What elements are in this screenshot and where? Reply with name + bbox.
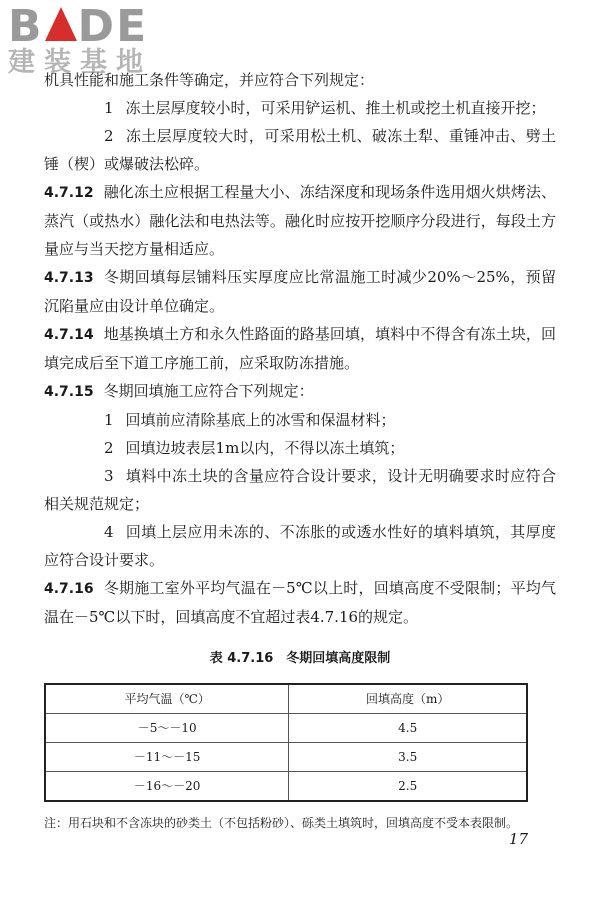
list-item: 3 填料中冻土块的含量应符合设计要求，设计无明确要求时应符合相关规范规定； bbox=[44, 467, 556, 513]
table-header-cell: 平均气温（℃） bbox=[45, 684, 289, 714]
list-item: 1 冻土层厚度较小时，可采用铲运机、推土机或挖土机直接开挖； bbox=[104, 99, 546, 117]
paragraph-continuation: 机具性能和施工条件等确定，并应符合下列规定： bbox=[44, 71, 375, 89]
table-cell: 2.5 bbox=[289, 772, 527, 802]
list-item: 2 回填边坡表层1m以内，不得以冻土填筑； bbox=[104, 439, 405, 457]
table-title: 表 4.7.16 冬期回填高度限制 bbox=[209, 651, 391, 666]
list-item: 2 冻土层厚度较大时，可采用松土机、破冻土犁、重锤冲击、劈土锤（楔）或爆破法松碎。 bbox=[44, 127, 556, 173]
list-item: 1 回填前应清除基底上的冰雪和保温材料； bbox=[104, 411, 396, 429]
note-prefix: 注： bbox=[44, 816, 69, 830]
table-cell: －11～－15 bbox=[45, 743, 289, 772]
logo-letter-b: B bbox=[8, 1, 44, 52]
table-row bbox=[45, 772, 527, 802]
table-header-row bbox=[45, 684, 527, 714]
logo-letters-de: DE bbox=[77, 1, 149, 52]
clause-4-7-13: 4.7.13 冬期回填每层铺料压实厚度应比常温施工时减少20%～25%，预留沉陷量应由设计单位确定。 bbox=[44, 268, 556, 315]
table-cell: －16～－20 bbox=[45, 772, 289, 802]
table-row bbox=[45, 743, 527, 772]
table-header-cell: 回填高度（m） bbox=[289, 684, 527, 714]
list-item: 4 回填上层应用未冻的、不冻胀的或透水性好的填料填筑，其厚度应符合设计要求。 bbox=[44, 523, 556, 569]
clause-4-7-12: 4.7.12 融化冻土应根据工程量大小、冻结深度和现场条件选用烟火烘烤法、蒸汽（或热水）融化法和电热法等。融化时应按开挖顺序分段进行，每段土方量应与当天挖方量相适应。 bbox=[44, 183, 556, 258]
clause-4-7-15: 4.7.15 冬期回填施工应符合下列规定： bbox=[44, 382, 314, 400]
backfill-height-table bbox=[44, 683, 528, 802]
clause-4-7-16: 4.7.16 冬期施工室外平均气温在－5℃以上时，回填高度不受限制；平均气温在－5℃以下时，回填高度不宜超过表4.7.16的规定。 bbox=[44, 579, 556, 626]
table-cell: 3.5 bbox=[289, 743, 527, 772]
note-text: 用石块和不含冻块的砂类土（不包括粉砂）、砾类土填筑时，回填高度不受本表限制。 bbox=[68, 816, 519, 830]
clause-4-7-14: 4.7.14 地基换填土方和永久性路面的路基回填，填料中不得含有冻土块，回填完成后至下道工序施工前，应采取防冻措施。 bbox=[44, 325, 556, 372]
document-page bbox=[44, 66, 556, 834]
page-number: 17 bbox=[508, 830, 528, 848]
table-note bbox=[44, 812, 556, 834]
logo-wordmark bbox=[8, 1, 183, 52]
logo-subtitle: 建装基地 bbox=[8, 47, 152, 78]
logo-a-triangle-icon bbox=[45, 7, 77, 41]
table-cell: 4.5 bbox=[289, 714, 527, 743]
table-row bbox=[45, 714, 527, 743]
table-cell: －5～－10 bbox=[45, 714, 289, 743]
